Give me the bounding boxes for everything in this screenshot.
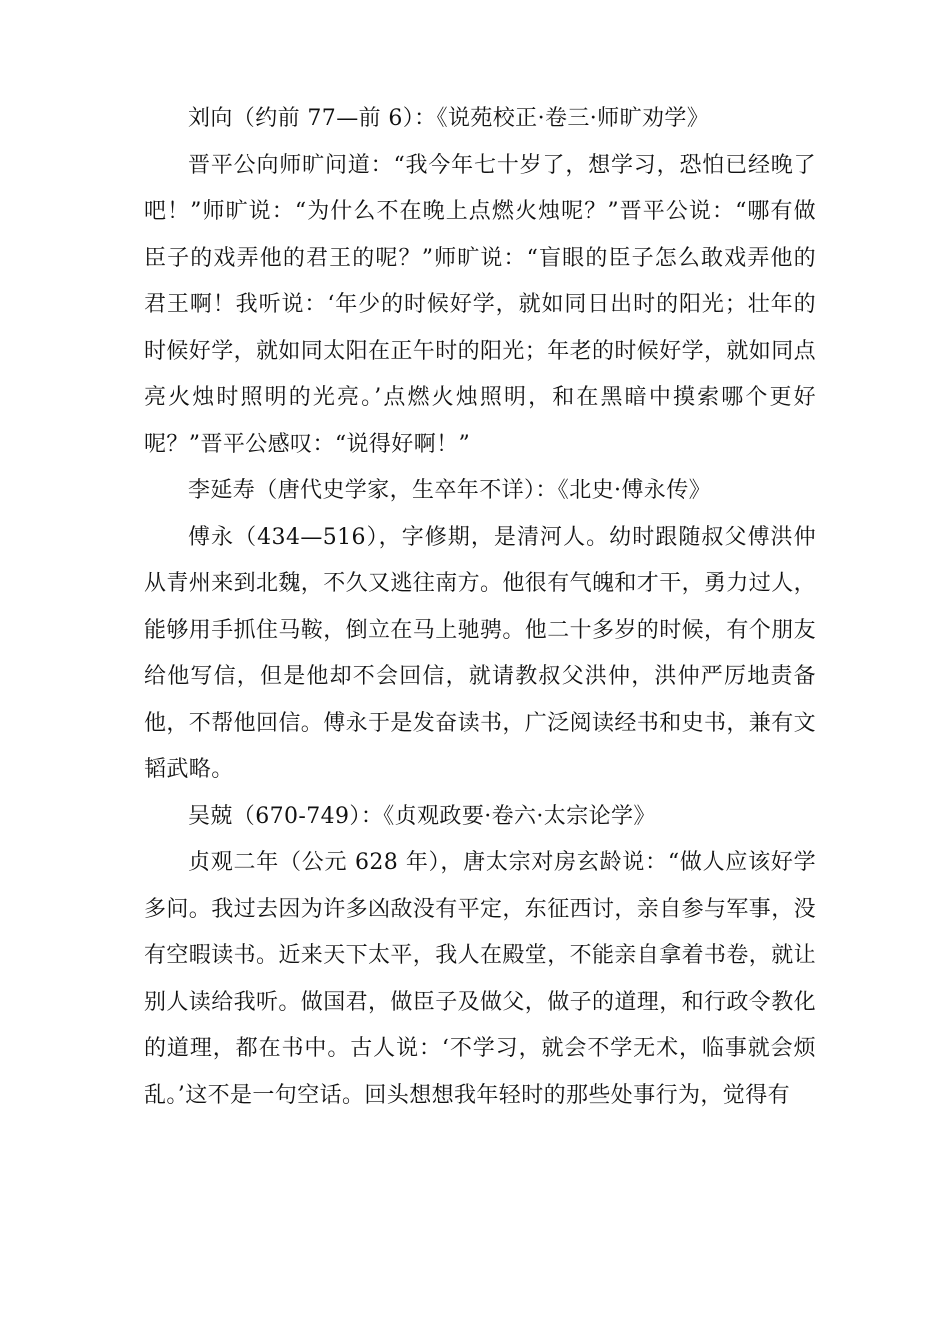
document-body [144, 96, 816, 1119]
paragraph-shi-kuang: 晋平公向师旷问道：“我今年七十岁了，想学习，恐怕已经晚了吧！”师旷说：“为什么不在晚上点燃火烛呢？”晋平公说：“哪有做臣子的戏弄他的君王的呢？”师旷说：“盲眼的臣子怎么敢戏弄他的君王啊！我听说：‘年少的时候好学，就如同日出时的阳光；壮年的时候好学，就如同太阳在正午时的阳光；年老的时候好学，就如同点亮火烛时照明的光亮。’点燃火烛照明，和在黑暗中摸索哪个更好呢？”晋平公感叹：“说得好啊！” [144, 152, 817, 457]
section-heading-li-yanshou: 李延寿（唐代史学家，生卒年不详）：《北史·傅永传》 [188, 478, 711, 503]
section-heading-wu-jing: 吴兢（670-749）：《贞观政要·卷六·太宗论学》 [188, 803, 656, 829]
section-heading-liu-xiang: 刘向（约前 77—前 6）：《说苑校正·卷三·师旷劝学》 [188, 106, 710, 131]
paragraph-fu-yong: 傅永（434—516），字修期，是清河人。幼时跟随叔父傅洪仲从青州来到北魏，不久又逃往南方。他很有气魄和才干，勇力过人，能够用手抓住马鞍，倒立在马上驰骋。他二十多岁的时候，有个朋友给他写信，但是他却不会回信，就请教叔父洪仲，洪仲严厉地责备他，不帮他回信。傅永于是发奋读书，广泛阅读经书和史书，兼有文韬武略。 [144, 524, 817, 782]
paragraph-taizong: 贞观二年（公元 628 年），唐太宗对房玄龄说：“做人应该好学多问。我过去因为许多凶敌没有平定，东征西讨，亲自参与军事，没有空暇读书。近来天下太平，我人在殿堂，不能亲自拿着书卷，就让别人读给我听。做国君，做臣子及做父，做子的道理，和行政令教化的道理，都在书中。古人说：‘不学习，就会不学无术，临事就会烦乱。’这不是一句空话。回头想想我年轻时的那些处事行为，觉得有 [144, 850, 817, 1108]
